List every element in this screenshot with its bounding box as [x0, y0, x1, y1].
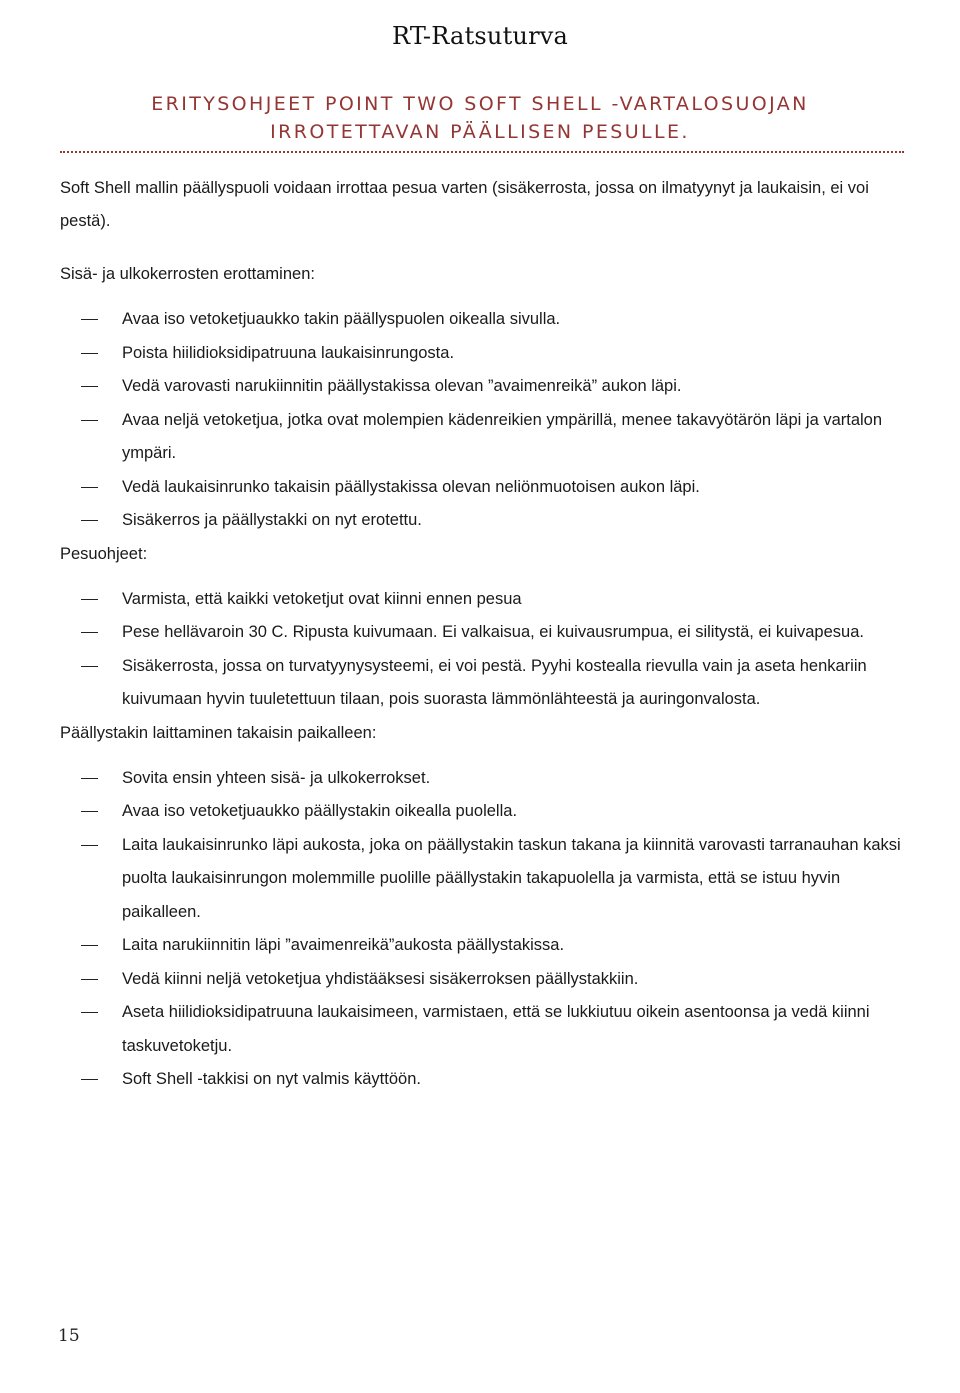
list-item: Avaa iso vetoketjuaukko takin päällyspuolen oikealla sivulla.	[60, 303, 910, 337]
washing-heading: Pesuohjeet:	[60, 544, 148, 563]
reattach-list	[60, 762, 910, 1097]
list-item: Sisäkerros ja päällystakki on nyt erotettu.	[60, 504, 910, 538]
list-item: Soft Shell -takkisi on nyt valmis käyttöön.	[60, 1063, 910, 1097]
dash-bullet-icon	[81, 487, 98, 488]
dash-bullet-icon	[81, 778, 98, 779]
separation-heading: Sisä- ja ulkokerrosten erottaminen:	[60, 265, 315, 283]
reattach-heading: Päällystakin laittaminen takaisin paikalleen:	[60, 723, 377, 742]
list-item: Sovita ensin yhteen sisä- ja ulkokerrokset.	[60, 762, 910, 796]
separation-list	[60, 303, 910, 538]
dash-bullet-icon	[81, 811, 98, 812]
document-body	[60, 172, 910, 1097]
subtitle-line-1: ERITYSOHJEET POINT TWO SOFT SHELL -VARTALOSUOJAN	[151, 93, 809, 115]
intro-paragraph: Soft Shell mallin päällyspuoli voidaan irrottaa pesua varten (sisäkerrosta, jossa on ilmatyynyt ja laukaisin, ei voi pestä).	[60, 179, 869, 230]
list-item: Vedä varovasti narukiinnitin päällystakissa olevan ”avaimenreikä” aukon läpi.	[60, 370, 910, 404]
list-item: Laita laukaisinrunko läpi aukosta, joka on päällystakin taskun takana ja kiinnitä varovasti tarranauhan kaksi puolta laukaisinrungon molemmille puolille päällystakin takapuolella ja varmista, että se istuu hyvin paikalleen.	[60, 829, 910, 930]
list-item: Pese hellävaroin 30 C. Ripusta kuivumaan. Ei valkaisua, ei kuivausrumpua, ei silitystä, ei kuivapesua.	[60, 616, 910, 650]
dash-bullet-icon	[81, 386, 98, 387]
document-title: RT-Ratsuturva	[391, 22, 569, 50]
dash-bullet-icon	[81, 420, 98, 421]
dash-bullet-icon	[81, 979, 98, 980]
list-item: Vedä kiinni neljä vetoketjua yhdistääksesi sisäkerroksen päällystakkiin.	[60, 963, 910, 997]
list-item: Poista hiilidioksidipatruuna laukaisinrungosta.	[60, 337, 910, 371]
dash-bullet-icon	[81, 1079, 98, 1080]
list-item: Avaa iso vetoketjuaukko päällystakin oikealla puolella.	[60, 795, 910, 829]
dash-bullet-icon	[81, 319, 98, 320]
washing-list	[60, 583, 910, 717]
header-divider	[60, 151, 904, 153]
list-item: Varmista, että kaikki vetoketjut ovat kiinni ennen pesua	[60, 583, 910, 617]
dash-bullet-icon	[81, 666, 98, 667]
dash-bullet-icon	[81, 1012, 98, 1013]
list-item: Aseta hiilidioksidipatruuna laukaisimeen, varmistaen, että se lukkiutuu oikein asentoonsa ja vedä kiinni taskuvetoketju.	[60, 996, 910, 1063]
subtitle-line-2: IRROTETTAVAN PÄÄLLISEN PESULLE.	[270, 121, 690, 143]
dash-bullet-icon	[81, 520, 98, 521]
dash-bullet-icon	[81, 353, 98, 354]
list-item: Sisäkerrosta, jossa on turvatyynysysteemi, ei voi pestä. Pyyhi kostealla rievulla vain ja aseta henkariin kuivumaan hyvin tuuletettuun tilaan, pois suorasta lämmönlähteestä ja auringonvalosta.	[60, 650, 910, 717]
list-item: Avaa neljä vetoketjua, jotka ovat molempien kädenreikien ympärillä, menee takavyötärön läpi ja vartalon ympäri.	[60, 404, 910, 471]
document-subtitle	[0, 90, 960, 146]
dash-bullet-icon	[81, 599, 98, 600]
dash-bullet-icon	[81, 632, 98, 633]
page-number: 15	[58, 1326, 80, 1346]
list-item: Vedä laukaisinrunko takaisin päällystakissa olevan neliönmuotoisen aukon läpi.	[60, 471, 910, 505]
dash-bullet-icon	[81, 945, 98, 946]
dash-bullet-icon	[81, 845, 98, 846]
list-item: Laita narukiinnitin läpi ”avaimenreikä”aukosta päällystakissa.	[60, 929, 910, 963]
